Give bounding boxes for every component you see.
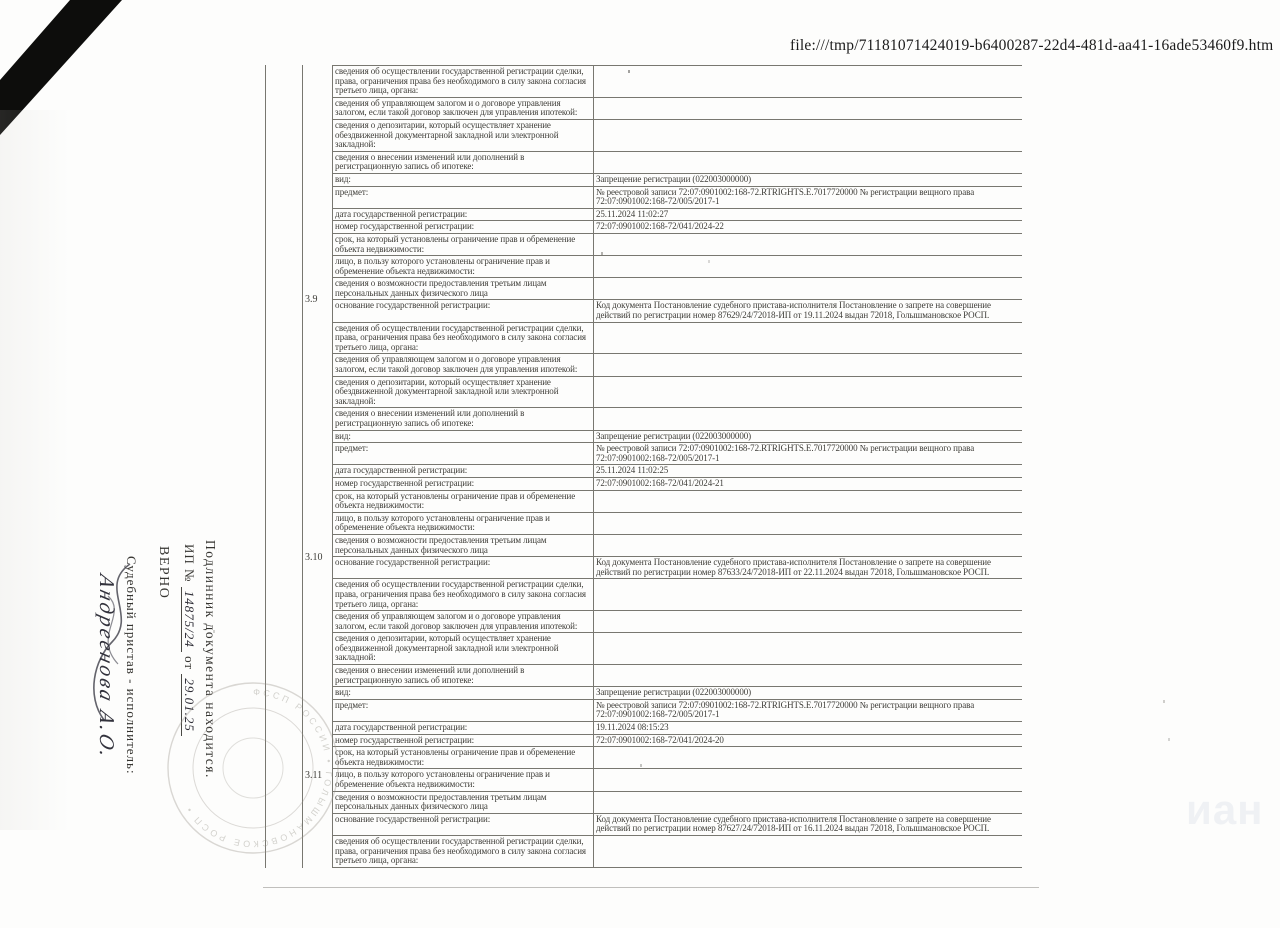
table-row xyxy=(332,98,1022,120)
row-label: сведения об управляющем залогом и о договоре управления залогом, если такой договор заключен для управления ипотекой: xyxy=(335,611,578,631)
row-label: лицо, в пользу которого установлены ограничение прав и обременение объекта недвижимости: xyxy=(335,256,550,276)
row-label: сведения о депозитарии, который осуществляет хранение обездвиженной документарной закладной или электронной закладной: xyxy=(335,119,559,150)
row-label: предмет: xyxy=(335,699,369,710)
table-row xyxy=(332,513,1022,535)
row-value: 72:07:0901002:168-72/041/2024-20 xyxy=(593,735,1022,747)
row-label: предмет: xyxy=(335,443,369,454)
table-row xyxy=(332,66,1022,98)
table-row xyxy=(332,174,1022,187)
row-label: сведения об осуществлении государственной регистрации сделки, права, ограничения права без необходимого в силу закона согласия третьего лица, органа: xyxy=(335,322,586,352)
row-value xyxy=(593,769,1022,790)
table-row xyxy=(332,354,1022,376)
row-label: дата государственной регистрации: xyxy=(335,465,468,476)
table-row xyxy=(332,187,1022,209)
table-row xyxy=(332,465,1022,478)
table-row xyxy=(332,665,1022,687)
page-bottom-edge xyxy=(263,887,1039,888)
seal-arc-text: ФССП РОССИИ • ГОЛЫШМАНОВСКОЕ РОСП • xyxy=(182,686,335,850)
row-label: вид: xyxy=(335,173,351,184)
table-row xyxy=(332,221,1022,234)
row-label: основание государственной регистрации: xyxy=(335,300,491,311)
row-label: срок, на который установлены ограничение прав и обременение объекта недвижимости: xyxy=(335,233,576,254)
row-value: Код документа Постановление судебного пристава-исполнителя Постановление о запрете на совершение действий по регистрации номер 87633/24/72018-ИП от 22.11.2024 выдан 72018, Голышмановское РОСП. xyxy=(593,557,1022,578)
round-seal-stamp xyxy=(163,678,343,858)
table-row xyxy=(332,491,1022,513)
print-header-url: file:///tmp/71181071424019-b6400287-22d4-481d-aa41-16ade53460f9.htm xyxy=(790,37,1274,54)
row-value: Код документа Постановление судебного пристава-исполнителя Постановление о запрете на совершение действий по регистрации номер 87627/24/72018-ИП от 16.11.2024 выдан 72018, Голышмановское РОСП. xyxy=(593,814,1022,835)
registry-table xyxy=(265,65,1022,888)
row-value xyxy=(593,747,1022,768)
row-value xyxy=(593,792,1022,813)
scan-shading xyxy=(0,110,70,830)
row-value xyxy=(593,234,1022,255)
row-value xyxy=(593,579,1022,610)
table-row xyxy=(332,278,1022,300)
table-row xyxy=(332,300,1022,322)
table-row xyxy=(332,535,1022,557)
row-value: 19.11.2024 08:15:23 xyxy=(593,722,1022,734)
row-label: сведения об управляющем залогом и о договоре управления залогом, если такой договор заключен для управления ипотекой: xyxy=(335,97,578,118)
table-row xyxy=(332,408,1022,430)
table-row xyxy=(332,722,1022,735)
row-value: № реестровой записи 72:07:0901002:168-72.RTRIGHTS.E.7017720000 № регистрации вещного права 72:07:0901002:168-72/005/2017-1 xyxy=(593,443,1022,464)
section-number-3-10: 3.10 xyxy=(305,552,323,563)
row-value xyxy=(593,633,1022,664)
table-row xyxy=(332,769,1022,791)
table-row xyxy=(332,323,1022,355)
table-row xyxy=(332,234,1022,256)
row-value: 72:07:0901002:168-72/041/2024-21 xyxy=(593,478,1022,490)
row-label: предмет: xyxy=(335,186,369,197)
row-label: сведения о возможности предоставления третьим лицам персональных данных физического лица xyxy=(335,534,547,555)
verno-stamp-text: ВЕРНО xyxy=(156,546,171,600)
row-label: срок, на который установлены ограничение прав и обременение объекта недвижимости: xyxy=(335,747,576,767)
table-row xyxy=(332,747,1022,769)
row-value: Код документа Постановление судебного пристава-исполнителя Постановление о запрете на совершение действий по регистрации номер 87629/24/72018-ИП от 19.11.2024 выдан 72018, Голышмановское РОСП. xyxy=(593,300,1022,321)
table-row xyxy=(332,256,1022,278)
row-value xyxy=(593,66,1022,97)
row-value: № реестровой записи 72:07:0901002:168-72.RTRIGHTS.E.7017720000 № регистрации вещного права 72:07:0901002:168-72/005/2017-1 xyxy=(593,700,1022,721)
row-value xyxy=(593,513,1022,534)
row-value: № реестровой записи 72:07:0901002:168-72.RTRIGHTS.E.7017720000 № регистрации вещного права 72:07:0901002:168-72/005/2017-1 xyxy=(593,187,1022,208)
row-label: сведения об осуществлении государственной регистрации сделки, права, ограничения права без необходимого в силу закона согласия третьего лица, органа: xyxy=(335,66,586,96)
table-row xyxy=(332,478,1022,491)
row-label: сведения об осуществлении государственной регистрации сделки, права, ограничения права без необходимого в силу закона согласия третьего лица, органа: xyxy=(335,835,586,866)
table-row xyxy=(332,579,1022,611)
row-label: номер государственной регистрации: xyxy=(335,734,475,745)
row-value xyxy=(593,535,1022,556)
row-value xyxy=(593,278,1022,299)
row-label: номер государственной регистрации: xyxy=(335,221,475,232)
row-value: 72:07:0901002:168-72/041/2024-22 xyxy=(593,221,1022,233)
row-value xyxy=(593,256,1022,277)
row-label: сведения о депозитарии, который осуществляет хранение обездвиженной документарной закладной или электронной закладной: xyxy=(335,633,559,663)
case-from-label: от xyxy=(182,656,197,671)
bailiff-signature: Андреенова А.О. xyxy=(95,572,119,763)
table-row xyxy=(332,735,1022,748)
table-row xyxy=(332,792,1022,814)
row-label: сведения об управляющем залогом и о договоре управления залогом, если такой договор заключен для управления ипотекой: xyxy=(335,354,578,375)
row-label: лицо, в пользу которого установлены ограничение прав и обременение объекта недвижимости: xyxy=(335,512,550,533)
row-label: дата государственной регистрации: xyxy=(335,722,468,733)
row-value xyxy=(593,120,1022,151)
section-number-3-9: 3.9 xyxy=(305,294,318,305)
table-row xyxy=(332,209,1022,222)
table-row xyxy=(332,443,1022,465)
row-label: лицо, в пользу которого установлены ограничение прав и обременение объекта недвижимости: xyxy=(335,769,550,789)
table-row xyxy=(332,152,1022,174)
row-value xyxy=(593,611,1022,632)
case-label: ИП № xyxy=(182,544,197,583)
row-label: сведения об осуществлении государственной регистрации сделки, права, ограничения права без необходимого в силу закона согласия третьего лица, органа: xyxy=(335,579,586,609)
table-row xyxy=(332,633,1022,665)
case-number-handwritten: 14875/24 xyxy=(181,587,197,652)
row-label: сведения о внесении изменений или дополнений в регистрационную запись об ипотеке: xyxy=(335,408,525,428)
certification-original-location-text: Подлинник документа находится. xyxy=(203,540,218,779)
table-row xyxy=(332,687,1022,700)
row-label: сведения о возможности предоставления третьим лицам персональных данных физического лица xyxy=(335,791,547,812)
row-label: сведения о внесении изменений или дополнений в регистрационную запись об ипотеке: xyxy=(335,665,525,685)
row-value: 25.11.2024 11:02:27 xyxy=(593,209,1022,221)
row-value: Запрещение регистрации (022003000000) xyxy=(593,174,1022,186)
table-row xyxy=(332,557,1022,579)
table-row xyxy=(332,120,1022,152)
table-row xyxy=(332,814,1022,836)
row-label: основание государственной регистрации: xyxy=(335,813,491,824)
row-label: номер государственной регистрации: xyxy=(335,477,475,488)
row-value xyxy=(593,408,1022,429)
row-value xyxy=(593,323,1022,354)
cian-watermark: иан xyxy=(1186,786,1264,833)
row-label: основание государственной регистрации: xyxy=(335,557,491,568)
table-row xyxy=(332,836,1022,868)
row-value: Запрещение регистрации (022003000000) xyxy=(593,687,1022,699)
row-value xyxy=(593,836,1022,867)
row-value xyxy=(593,98,1022,119)
row-label: сведения о возможности предоставления третьим лицам персональных данных физического лица xyxy=(335,278,547,298)
scan-corner-fold xyxy=(0,0,70,80)
table-row xyxy=(332,377,1022,409)
row-value xyxy=(593,354,1022,375)
svg-text:ФССП РОССИИ • ГОЛЫШМАНОВСКОЕ Р xyxy=(183,687,334,849)
row-value xyxy=(593,491,1022,512)
table-row xyxy=(332,611,1022,633)
section-number-3-11: 3.11 xyxy=(305,770,323,781)
row-label: сведения о депозитарии, который осуществляет хранение обездвиженной документарной закладной или электронной закладной: xyxy=(335,376,559,406)
row-label: дата государственной регистрации: xyxy=(335,208,468,219)
row-value: Запрещение регистрации (022003000000) xyxy=(593,431,1022,443)
table-row xyxy=(332,700,1022,722)
row-label: срок, на который установлены ограничение прав и обременение объекта недвижимости: xyxy=(335,490,576,511)
row-label: вид: xyxy=(335,430,351,441)
row-value xyxy=(593,152,1022,173)
row-label: вид: xyxy=(335,687,351,698)
bailiff-title-text: Судебный пристав - исполнитель: xyxy=(124,556,139,775)
signature-flourish xyxy=(78,556,148,726)
row-value: 25.11.2024 11:02:25 xyxy=(593,465,1022,477)
table-row xyxy=(332,431,1022,444)
table-rows xyxy=(332,65,1022,868)
row-value xyxy=(593,665,1022,686)
row-label: сведения о внесении изменений или дополнений в регистрационную запись об ипотеке: xyxy=(335,151,525,172)
row-value xyxy=(593,377,1022,408)
case-date-handwritten: 29.01.25 xyxy=(181,674,197,736)
